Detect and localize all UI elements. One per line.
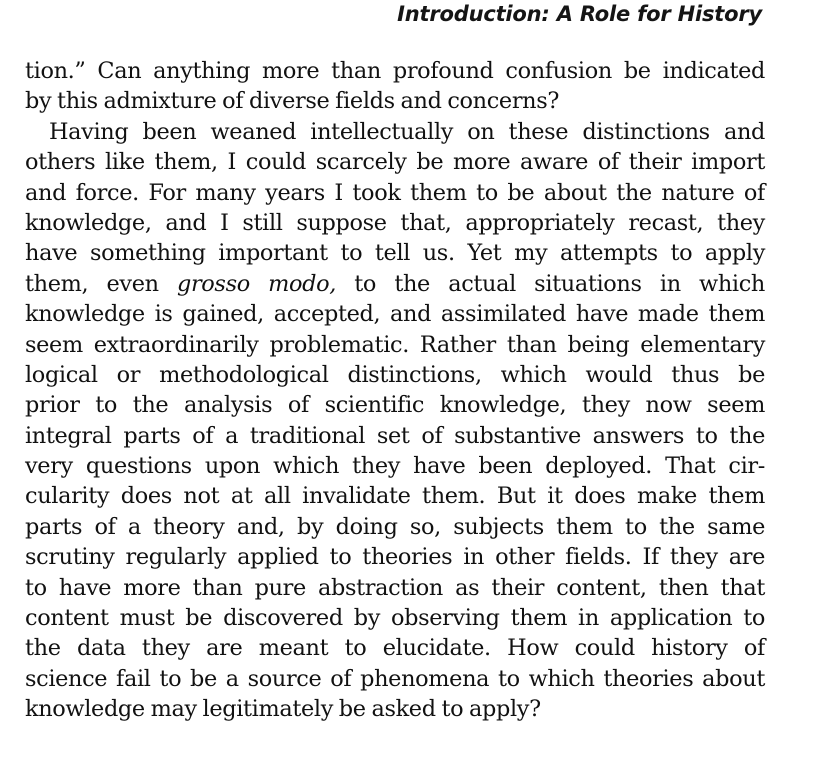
text-line: seem extraordinarily problematic. Rather than being elementary (25, 331, 765, 358)
text-line: the data they are meant to elucidate. How could history of (25, 635, 765, 662)
text-line: science fail to be a source of phenomena to which theories about (25, 665, 765, 692)
text-line: others like them, I could scarcely be more aware of their import (25, 149, 765, 176)
running-head: Introduction: A Role for History (397, 2, 762, 26)
text-line: parts of a theory and, by doing so, subjects them to the same (25, 513, 765, 540)
text-line: logical or methodological distinctions, which would thus be (25, 361, 765, 388)
text-line: prior to the analysis of scientific knowledge, they now seem (25, 392, 765, 419)
text-line: Having been weaned intellectually on these distinctions and (49, 118, 765, 145)
text-line: by this admixture of diverse fields and concerns? (25, 88, 560, 115)
text-line: scrutiny regularly applied to theories in other fields. If they are (25, 544, 765, 571)
text-segment: them, even (25, 270, 177, 297)
text-line: content must be discovered by observing them in application to (25, 605, 765, 632)
text-line: cularity does not at all invalidate them. But it does make them (25, 483, 765, 510)
text-line: integral parts of a traditional set of substantive answers to the (25, 422, 765, 449)
text-line: to have more than pure abstraction as their content, then that (25, 574, 765, 601)
text-segment: to the actual situations in which (336, 270, 766, 297)
italic-phrase: grosso modo, (176, 270, 337, 297)
text-line: very questions upon which they have been deployed. That cir- (25, 453, 765, 480)
text-line: knowledge is gained, accepted, and assimilated have made them (25, 301, 765, 328)
text-line: tion.” Can anything more than profound confusion be indicated (25, 58, 765, 84)
text-line (25, 269, 765, 299)
text-line: knowledge, and I still suppose that, appropriately recast, they (25, 209, 765, 236)
text-line: have something important to tell us. Yet my attempts to apply (25, 240, 765, 267)
body-text (25, 56, 765, 725)
text-line: knowledge may legitimately be asked to apply? (25, 696, 541, 723)
text-line: and force. For many years I took them to be about the nature of (25, 179, 765, 206)
